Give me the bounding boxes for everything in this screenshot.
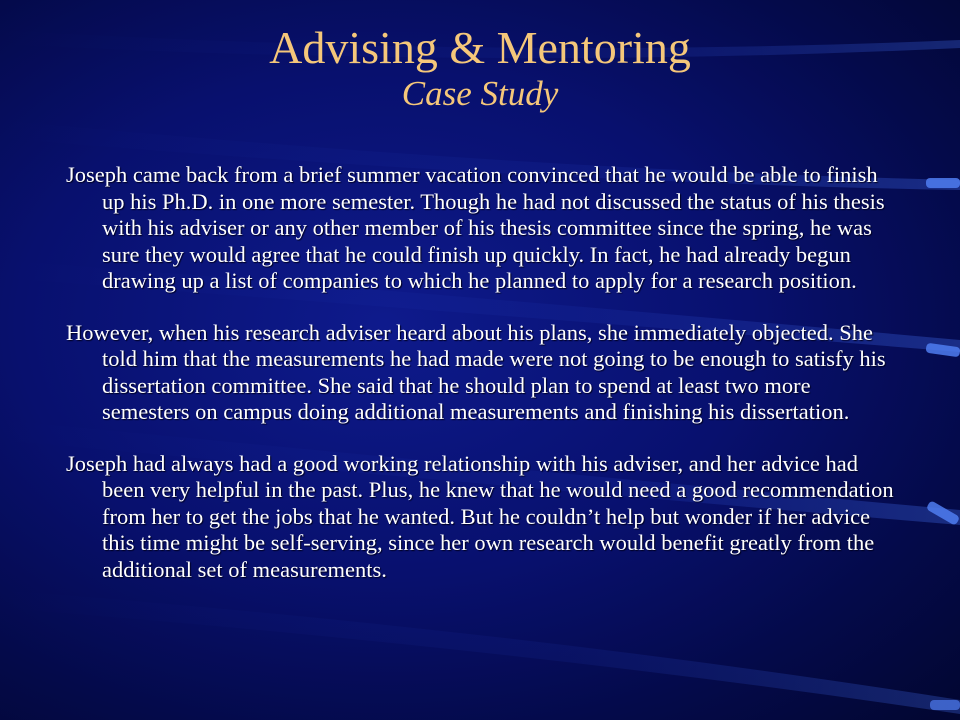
slide-subtitle: Case Study [401, 74, 559, 113]
swoosh-shape [0, 590, 960, 714]
paragraph: However, when his research adviser heard about his plans, she immediately objected. She told him that the measurements he had made were not going to be enough to satisfy his dissertation committee. She said that he should plan to spend at least two more semesters on campus doing additional measurements and finishing his dissertation. [66, 319, 886, 424]
slide-title: Advising & Mentoring [269, 22, 691, 73]
paragraph: Joseph had always had a good working relationship with his adviser, and her advice had been very helpful in the past. Plus, he knew that he would need a good recommendation from her to get the jobs that he wanted. But he couldn’t help but wonder if her advice this time might be self-serving, since her own research would benefit greatly from the additional set of measurements. [66, 450, 894, 582]
edge-tick [930, 700, 960, 710]
case-study-body [66, 162, 896, 608]
paragraph: Joseph came back from a brief summer vacation convinced that he would be able to finish up his Ph.D. in one more semester. Though he had not discussed the status of his thesis with his adviser or any other member of his thesis committee since the spring, he was sure they would agree that he could finish up quickly. In fact, he had already begun drawing up a list of companies to which he planned to apply for a research position. [66, 162, 885, 293]
edge-tick [926, 178, 960, 188]
title-block [0, 22, 960, 114]
